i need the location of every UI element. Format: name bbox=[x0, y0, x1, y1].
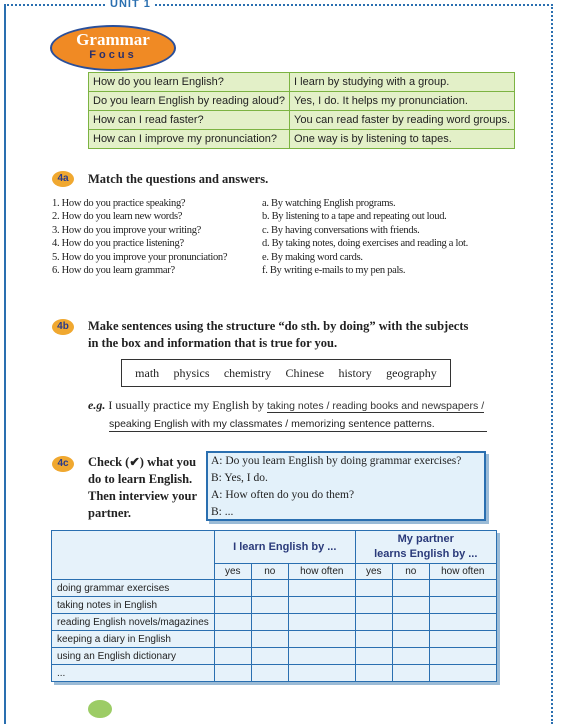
grammar-question: How can I read faster? bbox=[89, 111, 290, 130]
check-cell[interactable] bbox=[288, 597, 355, 614]
subject-word: geography bbox=[386, 365, 437, 380]
check-cell[interactable] bbox=[392, 597, 429, 614]
table-row bbox=[52, 631, 497, 648]
subject-word: Chinese bbox=[285, 365, 325, 380]
section-4a-title: Match the questions and answers. bbox=[88, 172, 269, 186]
dialog-box bbox=[206, 451, 486, 521]
check-cell[interactable] bbox=[392, 648, 429, 665]
section-4a-badge: 4a bbox=[52, 171, 74, 187]
check-cell[interactable] bbox=[251, 665, 288, 682]
check-cell[interactable] bbox=[355, 665, 392, 682]
subheader-how-often: how often bbox=[429, 564, 496, 580]
list-item: 3. How do you improve your writing? bbox=[52, 224, 202, 236]
col-group-partner bbox=[355, 531, 496, 564]
subject-word: history bbox=[338, 365, 372, 380]
grammar-focus-badge bbox=[50, 25, 176, 71]
corner-cell bbox=[52, 531, 215, 580]
check-cell[interactable] bbox=[392, 580, 429, 597]
table-row bbox=[52, 648, 497, 665]
row-label: keeping a diary in English bbox=[52, 631, 215, 648]
subheader-yes: yes bbox=[214, 564, 251, 580]
grammar-question: How do you learn English? bbox=[89, 73, 290, 92]
row-label: using an English dictionary bbox=[52, 648, 215, 665]
check-cell[interactable] bbox=[355, 631, 392, 648]
grammar-focus-title: Grammar bbox=[76, 30, 150, 49]
check-cell[interactable] bbox=[214, 580, 251, 597]
section-4c-title-line: partner. bbox=[88, 506, 131, 520]
question-list bbox=[52, 197, 227, 277]
grammar-answer: You can read faster by reading word groups. bbox=[290, 111, 515, 130]
check-cell[interactable] bbox=[355, 597, 392, 614]
list-item: 2. How do you learn new words? bbox=[52, 211, 183, 223]
row-label: reading English novels/magazines bbox=[52, 614, 215, 631]
table-row bbox=[52, 665, 497, 682]
list-item: c. By having conversations with friends. bbox=[262, 224, 420, 236]
grammar-row bbox=[89, 111, 515, 130]
table-row bbox=[52, 614, 497, 631]
table-row bbox=[52, 580, 497, 597]
subject-word-box bbox=[121, 359, 451, 387]
section-4c-badge: 4c bbox=[52, 456, 74, 472]
grammar-row bbox=[89, 73, 515, 92]
list-item: a. By watching English programs. bbox=[262, 198, 396, 209]
check-cell[interactable] bbox=[288, 631, 355, 648]
subheader-how-often: how often bbox=[288, 564, 355, 580]
dialog-line: B: Yes, I do. bbox=[211, 472, 268, 484]
example-sentence bbox=[88, 398, 484, 413]
subheader-no: no bbox=[251, 564, 288, 580]
list-item: f. By writing e-mails to my pen pals. bbox=[262, 265, 406, 277]
check-cell[interactable] bbox=[429, 648, 496, 665]
grammar-row bbox=[89, 130, 515, 149]
list-item: e. By making word cards. bbox=[262, 251, 363, 263]
section-4b-title-line: in the box and information that is true for you. bbox=[88, 336, 338, 350]
grammar-answer: One way is by listening to tapes. bbox=[290, 130, 515, 149]
check-cell[interactable] bbox=[214, 631, 251, 648]
example-label: e.g. bbox=[88, 398, 106, 412]
check-cell[interactable] bbox=[288, 665, 355, 682]
section-4c-title-line: Then interview your bbox=[88, 489, 198, 503]
grammar-answer: Yes, I do. It helps my pronunciation. bbox=[290, 92, 515, 111]
grammar-question: How can I improve my pronunciation? bbox=[89, 130, 290, 149]
col-group-partner-line: My partner bbox=[397, 533, 454, 545]
dialog-line: A: Do you learn English by doing grammar exercises? bbox=[211, 455, 462, 467]
subheader-no: no bbox=[392, 564, 429, 580]
section-4c-title-line: do to learn English. bbox=[88, 472, 193, 486]
answer-list bbox=[262, 197, 468, 277]
example-text: I usually practice my English by bbox=[108, 398, 264, 412]
table-row bbox=[52, 597, 497, 614]
section-4b-title-line: Make sentences using the structure “do sth. by doing” with the subjects bbox=[88, 319, 469, 333]
check-cell[interactable] bbox=[251, 614, 288, 631]
check-cell[interactable] bbox=[251, 597, 288, 614]
subheader-yes: yes bbox=[355, 564, 392, 580]
check-cell[interactable] bbox=[251, 580, 288, 597]
check-cell[interactable] bbox=[392, 665, 429, 682]
check-cell[interactable] bbox=[429, 614, 496, 631]
unit-label: UNIT 1 bbox=[106, 0, 155, 10]
col-group-partner-line: learns English by ... bbox=[374, 548, 478, 560]
col-group-self: I learn English by ... bbox=[214, 531, 355, 564]
subject-word: math bbox=[135, 365, 160, 380]
survey-table bbox=[51, 530, 497, 682]
subject-word: physics bbox=[173, 365, 210, 380]
grammar-answer: I learn by studying with a group. bbox=[290, 73, 515, 92]
subject-word: chemistry bbox=[223, 365, 272, 380]
grammar-row bbox=[89, 92, 515, 111]
section-4b-title bbox=[88, 318, 468, 352]
list-item: 1. How do you practice speaking? bbox=[52, 198, 186, 209]
grammar-focus-table bbox=[88, 72, 515, 149]
check-cell[interactable] bbox=[392, 631, 429, 648]
check-cell[interactable] bbox=[214, 648, 251, 665]
section-4b-badge: 4b bbox=[52, 319, 74, 335]
check-cell[interactable] bbox=[214, 614, 251, 631]
check-cell[interactable] bbox=[355, 614, 392, 631]
check-cell[interactable] bbox=[429, 580, 496, 597]
example-fill-line2: speaking English with my classmates / memorizing sentence patterns. bbox=[109, 418, 487, 432]
check-cell[interactable] bbox=[288, 648, 355, 665]
check-cell[interactable] bbox=[251, 648, 288, 665]
check-cell[interactable] bbox=[355, 648, 392, 665]
list-item: d. By taking notes, doing exercises and reading a lot. bbox=[262, 238, 468, 250]
check-cell[interactable] bbox=[392, 614, 429, 631]
list-item: 4. How do you practice listening? bbox=[52, 238, 184, 250]
next-section-badge bbox=[88, 700, 112, 718]
check-cell[interactable] bbox=[214, 597, 251, 614]
dialog-line: A: How often do you do them? bbox=[211, 489, 355, 501]
row-label: ... bbox=[52, 665, 215, 682]
list-item: 5. How do you improve your pronunciation? bbox=[52, 251, 228, 263]
check-cell[interactable] bbox=[288, 580, 355, 597]
check-cell[interactable] bbox=[429, 597, 496, 614]
row-label: doing grammar exercises bbox=[52, 580, 215, 597]
section-4c-title bbox=[88, 454, 197, 522]
row-label: taking notes in English bbox=[52, 597, 215, 614]
example-fill-line1: taking notes / reading books and newspapers / bbox=[266, 400, 485, 412]
check-cell[interactable] bbox=[251, 631, 288, 648]
check-cell[interactable] bbox=[429, 665, 496, 682]
grammar-question: Do you learn English by reading aloud? bbox=[89, 92, 290, 111]
list-item: 6. How do you learn grammar? bbox=[52, 265, 175, 277]
check-cell[interactable] bbox=[214, 665, 251, 682]
check-cell[interactable] bbox=[429, 631, 496, 648]
check-cell[interactable] bbox=[288, 614, 355, 631]
dialog-line: B: ... bbox=[211, 506, 234, 518]
check-cell[interactable] bbox=[355, 580, 392, 597]
grammar-focus-subtitle: Focus bbox=[89, 49, 137, 61]
list-item: b. By listening to a tape and repeating out loud. bbox=[262, 211, 447, 223]
section-4c-title-line: Check (✔) what you bbox=[88, 455, 197, 469]
